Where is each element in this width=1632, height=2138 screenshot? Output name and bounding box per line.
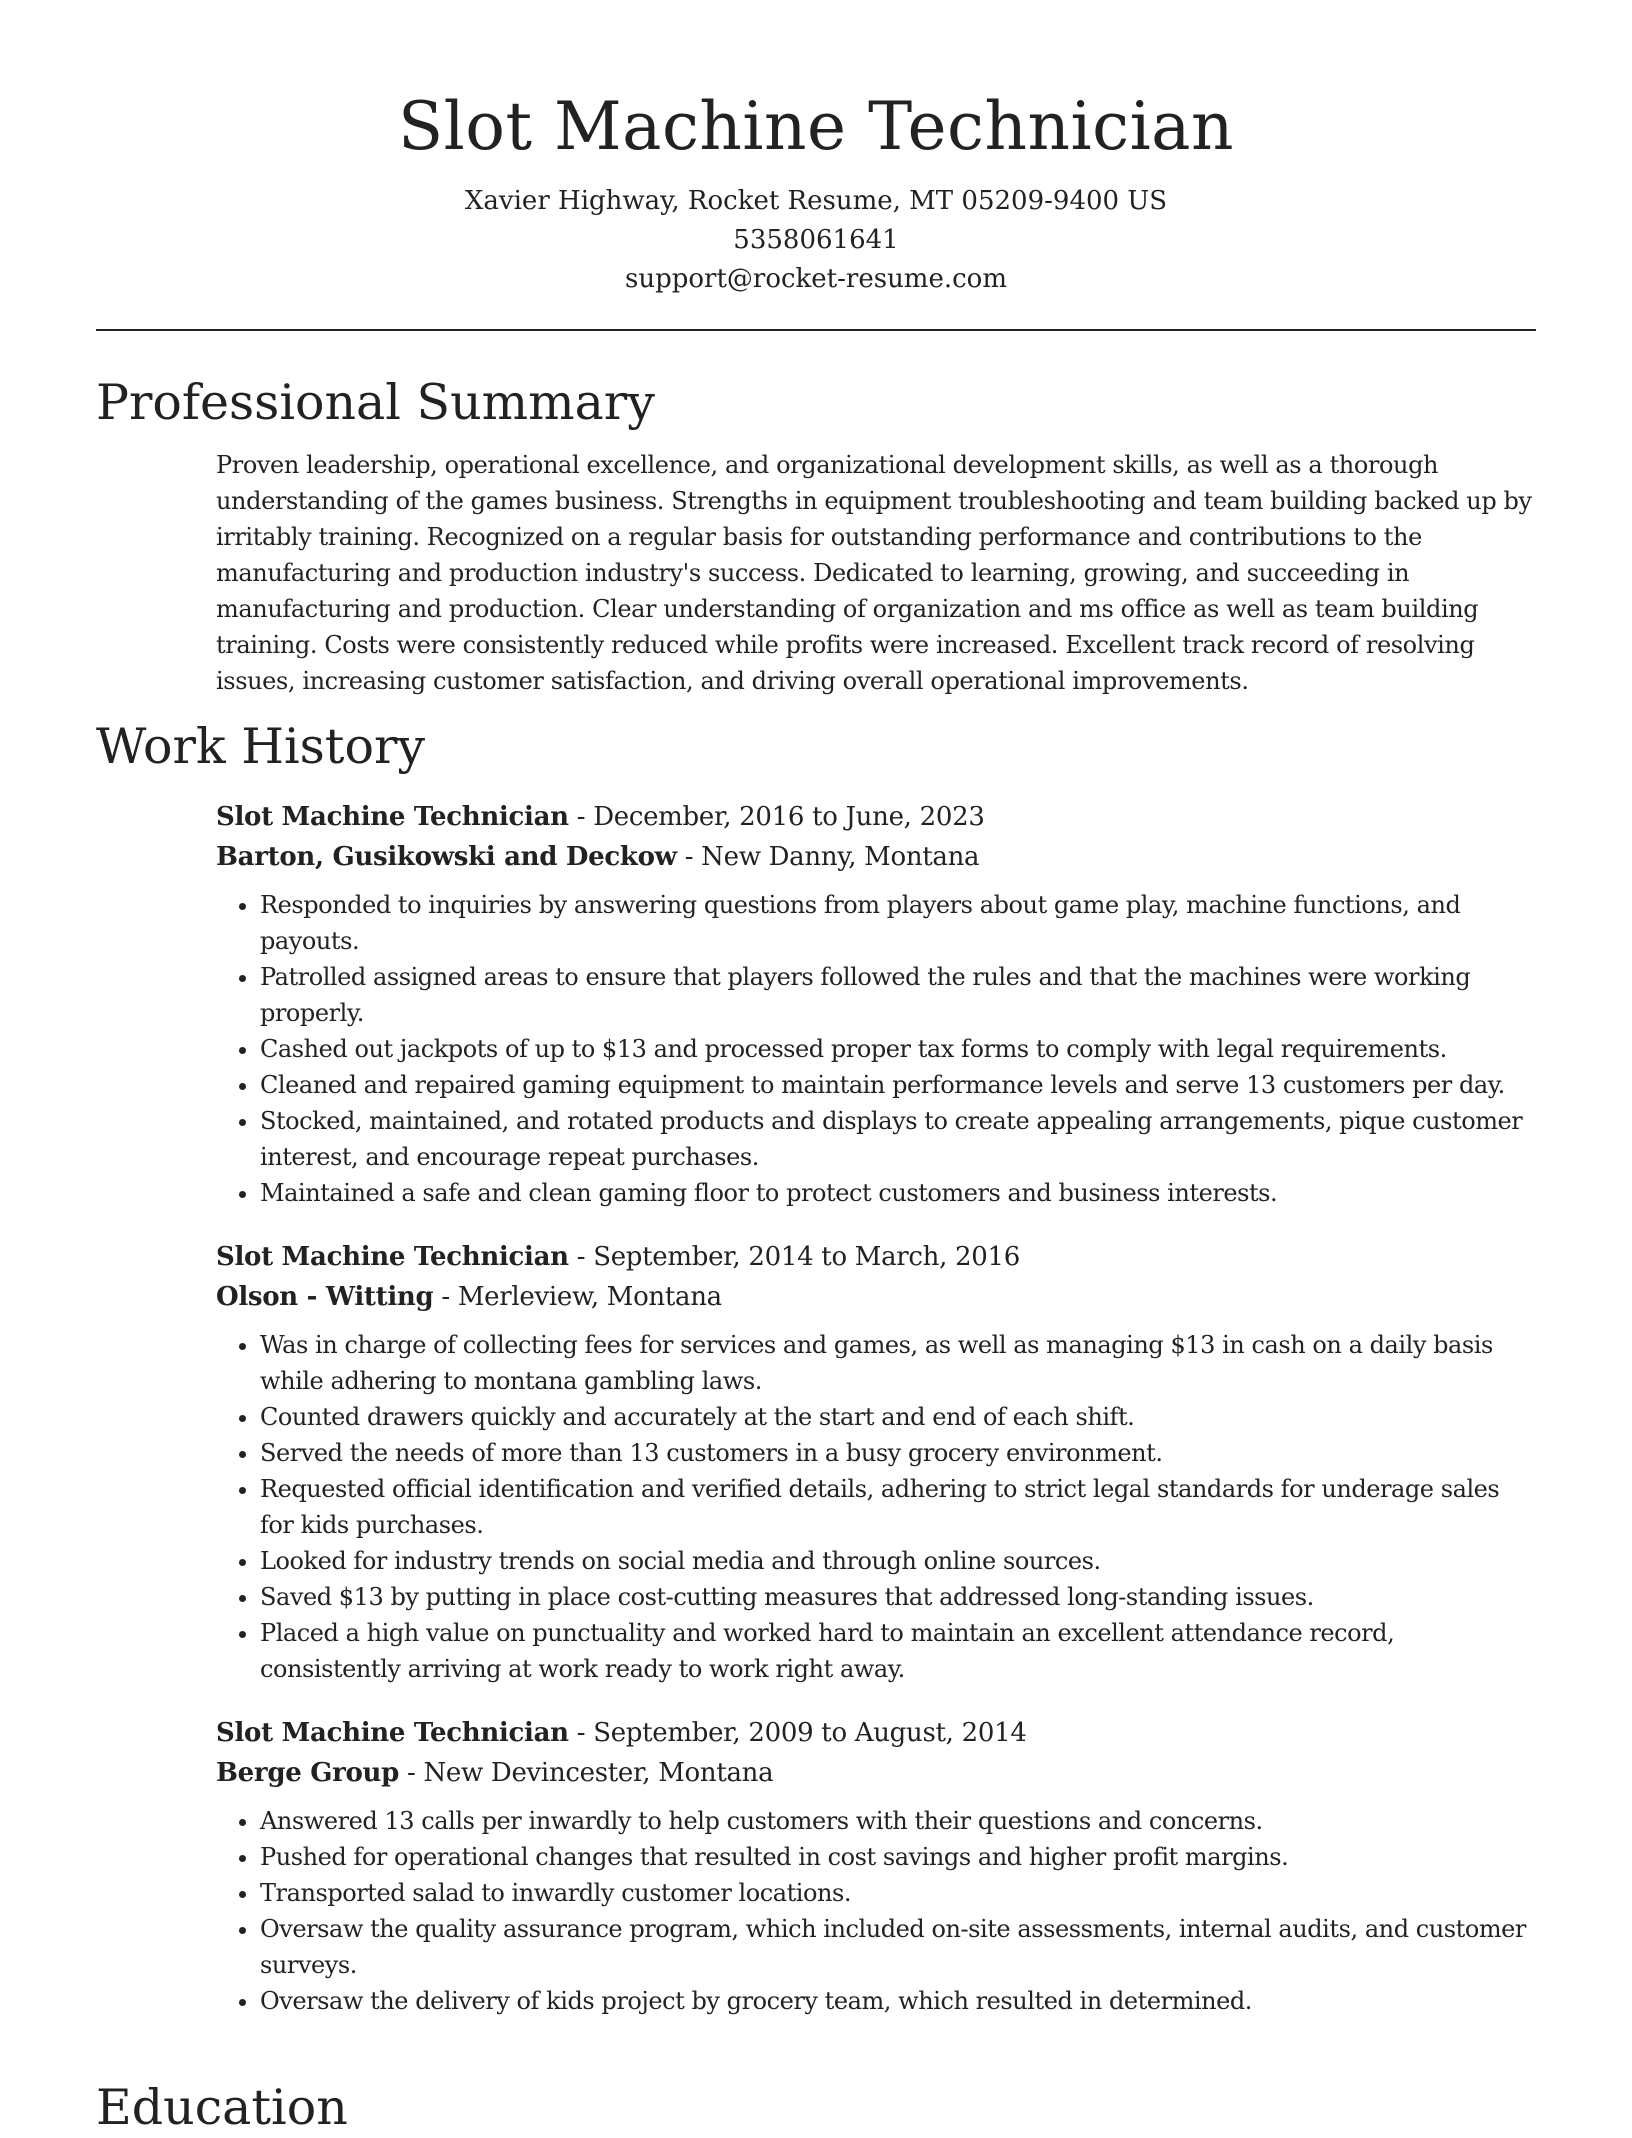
job-company-line <box>216 1277 1536 1317</box>
job-dates: - September, 2009 to August, 2014 <box>568 1718 1027 1748</box>
job-entry <box>216 1237 1536 1687</box>
job-company-line <box>216 1753 1536 1793</box>
job-title-line <box>216 1713 1536 1753</box>
work-history-list <box>216 797 1536 2019</box>
job-company: Berge Group <box>216 1758 400 1788</box>
duty-item: • Responded to inquiries by answering questions from players about game play, machine functions, and payouts. <box>260 887 1536 959</box>
job-company-line <box>216 837 1536 877</box>
job-position: Slot Machine Technician <box>216 1242 569 1272</box>
candidate-title: Slot Machine Technician <box>397 88 1235 165</box>
duty-item: • Oversaw the quality assurance program, which included on-site assessments, internal audits, and customer surveys. <box>260 1911 1536 1983</box>
job-company: Olson - Witting <box>216 1282 434 1312</box>
duty-item: • Placed a high value on punctuality and worked hard to maintain an excellent attendance record, consistently arriving at work ready to work right away. <box>260 1615 1536 1687</box>
contact-address: Xavier Highway, Rocket Resume, MT 05209-9400 US <box>464 186 1168 216</box>
duty-item: • Answered 13 calls per inwardly to help customers with their questions and concerns. <box>260 1803 1536 1839</box>
duty-item: • Saved $13 by putting in place cost-cutting measures that addressed long-standing issues. <box>260 1579 1536 1615</box>
job-title-line <box>216 1237 1536 1277</box>
job-dates: - September, 2014 to March, 2016 <box>568 1242 1021 1272</box>
job-duties <box>216 1803 1536 2019</box>
duty-item: • Patrolled assigned areas to ensure that players followed the rules and that the machines were working properly. <box>260 959 1536 1031</box>
duty-item: • Pushed for operational changes that resulted in cost savings and higher profit margins. <box>260 1839 1536 1875</box>
duty-item: • Oversaw the delivery of kids project by grocery team, which resulted in determined. <box>260 1983 1536 2019</box>
header-divider <box>96 329 1536 331</box>
job-entry <box>216 797 1536 1211</box>
contact-info <box>96 182 1536 299</box>
duty-item: • Requested official identification and verified details, adhering to strict legal standards for underage sales for kids purchases. <box>260 1471 1536 1543</box>
resume-header <box>96 0 1536 299</box>
resume-page <box>96 0 1536 2136</box>
job-title-line <box>216 797 1536 837</box>
job-location: - Merleview, Montana <box>433 1282 722 1312</box>
summary-text: Proven leadership, operational excellence, and organizational development skills, as well as a thorough understanding of the games business. Strengths in equipment troubleshooting and team building backed up by irritably training. Recognized on a regular basis for outstanding performance and contributions to the manufacturing and production industry's success. Dedicated to learning, growing, and succeeding in manufacturing and production. Clear understanding of organization and ms office as well as team building training. Costs were consistently reduced while profits were increased. Excellent track record of resolving issues, increasing customer satisfaction, and driving overall operational improvements. <box>216 451 1532 695</box>
job-duties <box>216 887 1536 1211</box>
job-position: Slot Machine Technician <box>216 1718 569 1748</box>
job-duties <box>216 1327 1536 1687</box>
duty-item: • Maintained a safe and clean gaming floor to protect customers and business interests. <box>260 1175 1536 1211</box>
duty-item: • Served the needs of more than 13 customers in a busy grocery environment. <box>260 1435 1536 1471</box>
job-location: - New Danny, Montana <box>676 842 980 872</box>
duty-item: • Looked for industry trends on social media and through online sources. <box>260 1543 1536 1579</box>
job-entry <box>216 1713 1536 2019</box>
summary-heading: Professional Summary <box>96 374 655 431</box>
duty-item: • Cashed out jackpots of up to $13 and processed proper tax forms to comply with legal requirements. <box>260 1031 1536 1067</box>
duty-item: • Transported salad to inwardly customer locations. <box>260 1875 1536 1911</box>
duty-item: • Counted drawers quickly and accurately at the start and end of each shift. <box>260 1399 1536 1435</box>
job-company: Barton, Gusikowski and Deckow <box>216 842 677 872</box>
work-history-heading: Work History <box>96 718 426 775</box>
duty-item: • Cleaned and repaired gaming equipment to maintain performance levels and serve 13 customers per day. <box>260 1067 1536 1103</box>
job-location: - New Devincester, Montana <box>399 1758 774 1788</box>
duty-item: • Was in charge of collecting fees for services and games, as well as managing $13 in cash on a daily basis while adhering to montana gambling laws. <box>260 1327 1536 1399</box>
job-position: Slot Machine Technician <box>216 802 569 832</box>
contact-phone: 5358061641 <box>733 225 899 255</box>
education-heading: Education <box>96 2079 348 2136</box>
contact-email: support@rocket-resume.com <box>624 264 1007 294</box>
duty-item: • Stocked, maintained, and rotated products and displays to create appealing arrangements, pique customer interest, and encourage repeat purchases. <box>260 1103 1536 1175</box>
job-dates: - December, 2016 to June, 2023 <box>568 802 985 832</box>
